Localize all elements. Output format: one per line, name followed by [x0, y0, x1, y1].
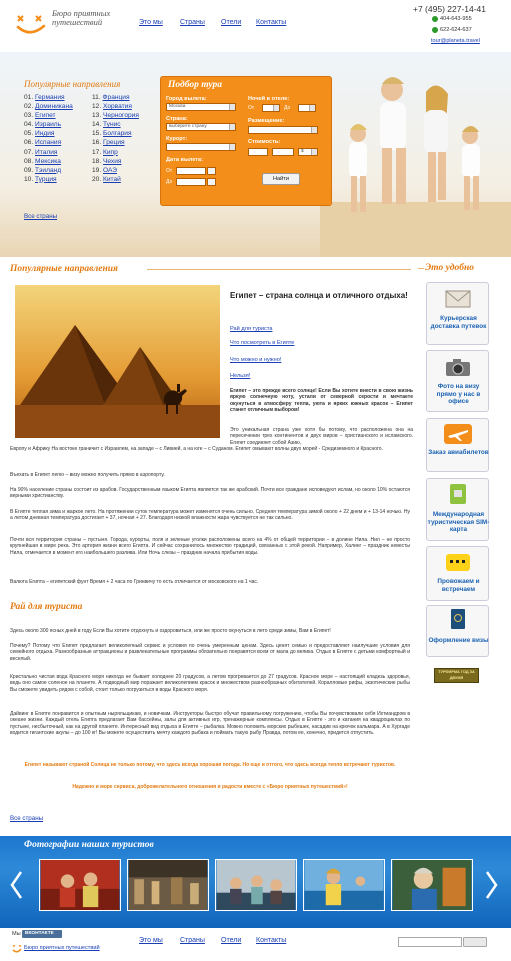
service-courier[interactable] — [426, 282, 489, 345]
country-number: 03. — [24, 112, 34, 120]
article-paragraph: На 90% население страны состоит из арабов. Государственным языком Египта является так же арабский. Почти все граждане исповедуют ислам, но около 10% остаются верными христианству. — [10, 487, 410, 500]
chevron-down-icon — [229, 124, 235, 130]
article-paragraph: Это уникальная страна уже хотя бы потому, что расположена она на пересечении трех континентов и двух миров – христианского и исламского. Египет соединяет собой Азию, — [230, 427, 413, 446]
country-item[interactable] — [24, 111, 73, 120]
tourist-photos-title: Фотографии наших туристов — [24, 840, 154, 850]
service-label: Международная туристическая SIM-карта — [427, 511, 490, 533]
article-paragraph: Здесь около 300 ясных дней в году Если Вы хотите отдохнуть и оздоровиться, или же просто окунуться в лето среди зимы, Вам в Египет! — [10, 628, 331, 634]
envelope-icon — [444, 289, 472, 309]
article-paragraph: Въехать в Египет легко – визу можно получить прямо в аэропорту. — [10, 472, 165, 478]
chevron-down-icon — [273, 105, 279, 111]
service-label: Заказ авиабилетов — [428, 449, 489, 456]
airplane-icon — [444, 424, 472, 444]
subsection-title: Рай для туриста — [10, 602, 83, 612]
chevron-down-icon — [311, 149, 317, 155]
service-sim-card[interactable] — [426, 478, 489, 541]
all-countries-link[interactable]: Все страны — [10, 815, 44, 822]
country-item[interactable] — [24, 102, 73, 111]
nights-to-select[interactable] — [298, 104, 316, 112]
logo-text[interactable]: Бюро приятных путешествий — [52, 8, 111, 27]
arrow-left-icon[interactable] — [9, 870, 23, 900]
country-number: 18. — [92, 157, 102, 165]
footer-nav-contacts[interactable]: Контакты — [256, 937, 287, 944]
article-link[interactable]: Что можно и нужно! — [230, 357, 282, 363]
nights-from-select[interactable] — [262, 104, 280, 112]
country-number: 15. — [92, 130, 102, 138]
nav-countries[interactable]: Страны — [180, 19, 205, 26]
tourist-photo[interactable] — [127, 859, 209, 911]
country-label: Страна: — [166, 116, 188, 122]
country-link[interactable]: Болгария — [103, 130, 132, 138]
taxi-icon — [444, 552, 472, 572]
article-link[interactable]: Нельзя! — [230, 373, 251, 379]
phone-secondary: 404-643-955 — [440, 16, 472, 22]
country-link[interactable]: Мексика — [35, 157, 61, 165]
country-item[interactable] — [92, 148, 139, 157]
article-title: Египет – страна солнца и отличного отдыха! — [230, 291, 408, 300]
service-visa[interactable] — [426, 605, 489, 657]
service-transfer[interactable] — [426, 546, 489, 601]
service-label: Фото на визу прямо у нас в офисе — [436, 383, 481, 405]
departure-city-label: Город вылета: — [166, 96, 207, 102]
tourist-photo[interactable] — [215, 859, 297, 911]
camera-icon — [444, 357, 472, 377]
country-link[interactable]: Чехия — [103, 157, 122, 165]
resort-label: Курорт: — [166, 136, 188, 142]
country-link[interactable]: Италия — [35, 148, 58, 156]
country-item[interactable] — [92, 93, 139, 102]
price-label: Стоимость: — [248, 139, 281, 145]
section-title: Популярные направления — [10, 264, 118, 274]
email-link[interactable]: tour@planeta.travel — [431, 38, 480, 44]
chevron-down-icon — [229, 144, 235, 150]
country-number: 01. — [24, 94, 34, 101]
tourist-photo[interactable] — [39, 859, 121, 911]
country-link[interactable]: Египет — [35, 112, 56, 120]
search-input[interactable] — [398, 937, 462, 947]
country-number: 05. — [24, 130, 34, 138]
tourist-photo[interactable] — [303, 859, 385, 911]
country-number: 13. — [92, 112, 102, 120]
tourist-photo[interactable] — [391, 859, 473, 911]
departure-date-label: Дата вылета: — [166, 157, 203, 163]
currency-select[interactable]: $ — [298, 148, 318, 156]
tour-search-title: Подбор тура — [168, 80, 222, 90]
chevron-down-icon — [311, 127, 317, 133]
social-label: Мы — [12, 931, 21, 937]
country-link[interactable]: Турция — [35, 175, 57, 183]
country-number: 11. — [92, 94, 101, 101]
country-link[interactable]: ОАЭ — [103, 166, 117, 174]
country-link[interactable]: Германия — [35, 94, 65, 101]
footer-nav-countries[interactable]: Страны — [180, 937, 205, 944]
footer-nav-about[interactable]: Это мы — [139, 937, 163, 944]
family-beach-photo — [320, 52, 511, 257]
country-link[interactable]: Кипр — [103, 148, 118, 156]
pyramids-photo — [15, 285, 220, 438]
country-link[interactable]: Тунис — [103, 121, 121, 129]
phone-main: +7 (495) 227-14-41 — [413, 4, 487, 14]
vkontakte-button[interactable]: ВКОНТАКТЕ — [22, 930, 62, 938]
sidebar-title: Это удобно — [425, 263, 474, 273]
nights-to-label: До — [284, 105, 291, 111]
country-number: 10. — [24, 175, 34, 183]
arrow-right-icon[interactable] — [485, 870, 499, 900]
country-number: 20. — [92, 175, 102, 183]
divider — [418, 268, 424, 269]
find-tour-button[interactable]: Найти — [262, 173, 300, 185]
country-item[interactable] — [92, 120, 139, 129]
article-lead: Египет – это прежде всего солнце! Если Вы хотите внести в свою жизнь яркую солнечную ноту, устали от северной серости и мечтаете окунуться в атмосферу тепла, уюта и ярких южных красок – Египет станет отличным выбором! — [230, 388, 413, 413]
article-paragraph: Почему? Потому что Египет предлагает великолепный сервис и условия по очень умеренным ценам. Здесь ценят семью и предоставляют наилучшие условия для семейного отдыха. Разнообразные аттракционы и развлекательные программы обязательно понравятся всем от мала до велика. Отдых в Египте с детьми комфортный и веселый. — [10, 643, 410, 662]
service-label: Курьерская доставка путевок — [430, 315, 487, 330]
footer-brand-link[interactable]: Бюро приятных путешествий — [24, 945, 100, 951]
chevron-down-icon — [309, 105, 315, 111]
date-from-label: От — [166, 168, 173, 174]
article-paragraph: Дайвинг в Египте понравится и опытным ныряльщикам, и новичкам. Инструкторы быстро обучат правильному погружению, чтобы Вы почувствовали себя Ихтиандром в океане жизни. Каждый отель Египта предлагает Вам бассейны, залы для активных игр, тренажерные комплексы. Отдых в Египте - это и катания на квадроциклах по пустыне, несбыточный, как на другой планете. Интересный вид отдыха в Египте – рыбалка. Можно половить морских рыбешек, насадив на крючок кальмара. А в Хургаде водится гигантские акулы – до 100 кг! Вы можете осуществить мечту каждого рыбака и поймать такую рыбу Правда, потом ее, конечно, придется отпустить. — [10, 711, 410, 736]
country-item[interactable] — [24, 93, 73, 102]
departure-city-select[interactable]: Москва — [166, 103, 236, 111]
article-paragraph: Почти вся территория страны – пустыня. Города, курорты, поля и зеленые уголки расположены всего на 4% от общей территории – в долине Нила. Нил – не просто крупнейшая в мире река. Это артерия жизни всего Египта. И сейчас сохранилось множество традиций, связанных с этой рекой. Например, Халинг – праздник невесты Нила, отмечается в момент его наибольшего разлива. Или Ночь слезы – праздник начала прибытия воды. — [10, 537, 410, 556]
service-label: Оформление визы — [428, 637, 489, 644]
country-link[interactable]: Испания — [35, 139, 62, 147]
country-number: 19. — [92, 166, 102, 174]
country-link[interactable]: Доминикана — [35, 103, 73, 111]
country-item[interactable] — [24, 129, 73, 138]
price-to-input[interactable] — [272, 148, 294, 156]
all-countries-link[interactable]: Все страны — [24, 213, 58, 220]
country-number: 06. — [24, 139, 34, 147]
country-item[interactable] — [24, 120, 73, 129]
article-paragraph: Кристально чистая вода Красного моря никогда не бывает холоднее 20 градусов, а летом прогревается до 27 градусов. Красное море – настоящий кладезь здоровья, ведь оно самое соленое на планете. А подводный мир поражает великолепием красок и множеством разнообразных обитателей. Коралловые рифы, экзотические рыбы Вы сможете увидеть рядом с собой, стоит только погрузиться в воды Красного моря. — [10, 674, 410, 693]
country-item[interactable] — [92, 138, 139, 147]
country-item[interactable] — [92, 129, 139, 138]
country-link[interactable]: Черногория — [103, 112, 139, 120]
nights-label: Ночей в отеле: — [248, 96, 290, 102]
country-number: 08. — [24, 157, 34, 165]
country-number: 09. — [24, 166, 34, 174]
country-number: 07. — [24, 148, 34, 156]
country-item[interactable] — [24, 175, 73, 184]
highlight-text: Египет называют страной Солнца не только потому, что здесь всегда хорошая погода. Но еще и оттого, что здесь всегда тепло встречают туристов. — [24, 762, 396, 768]
country-number: 04. — [24, 121, 34, 129]
award-badge[interactable]: ТУРФИРМА ГОД ЗА ДВУМЯ — [434, 668, 479, 683]
article-link[interactable]: Что посмотреть в Египте — [230, 340, 295, 346]
country-item[interactable] — [24, 148, 73, 157]
service-label: Провожаем и встречаем — [437, 578, 480, 593]
logo-icon[interactable] — [14, 10, 50, 38]
country-item[interactable] — [92, 157, 139, 166]
country-item[interactable] — [24, 166, 73, 175]
country-link[interactable]: Хорватия — [103, 103, 132, 111]
nav-hotels[interactable]: Отели — [221, 19, 242, 26]
country-item[interactable] — [24, 138, 73, 147]
country-list-left — [24, 93, 73, 184]
nav-contacts[interactable]: Контакты — [256, 19, 287, 26]
resort-select[interactable] — [166, 143, 236, 151]
highlight-text: Надежно и море сервиса, доброжелательного отношения и радости вместе с «Бюро приятных путешествий»! — [72, 784, 348, 790]
country-item[interactable] — [92, 175, 139, 184]
date-from-input[interactable] — [176, 167, 206, 175]
accommodation-select[interactable] — [248, 126, 318, 134]
country-item[interactable] — [92, 102, 139, 111]
article-paragraph: Европу и Африку На востоке граничит с Израилем, на западе – с Ливией, а на юге – с Суданом. Египет омывают волны двух морей - Средиземного и Красного. — [10, 446, 383, 452]
country-link[interactable]: Индия — [35, 130, 55, 138]
service-air-tickets[interactable] — [426, 418, 489, 472]
accommodation-label: Размещение: — [248, 118, 285, 124]
country-select[interactable]: выберите страну — [166, 123, 236, 131]
chevron-down-icon — [229, 104, 235, 110]
country-link[interactable]: Китай — [103, 175, 121, 183]
nav-about[interactable]: Это мы — [139, 19, 163, 26]
country-number: 12. — [92, 103, 102, 111]
phone-secondary: 622-624-637 — [440, 27, 472, 33]
country-number: 14. — [92, 121, 102, 129]
calendar-icon[interactable] — [207, 178, 216, 186]
divider — [147, 269, 411, 270]
passport-icon — [444, 609, 472, 629]
article-paragraph: Валюта Египта – египетский фунт Время + 2 часа по Гринвичу то есть отличается от московского на 1 час. — [10, 579, 259, 585]
country-item[interactable] — [92, 111, 139, 120]
date-to-input[interactable] — [176, 178, 206, 186]
date-to-label: До — [166, 179, 173, 185]
sim-card-icon — [444, 484, 472, 504]
country-link[interactable]: Тэиланд — [35, 166, 62, 174]
footer-nav-hotels[interactable]: Отели — [221, 937, 242, 944]
article-link[interactable]: Рай для туриста — [230, 326, 273, 332]
article-paragraph: В Египте теплая зима и жаркое лето. На протяжении суток температура может изменятся очень сильно. Средняя температура зимой около + 22 днем и + 13-14 ночью. Ну а летом дневная температура достигает + 37, ночная + 27. Благодаря низкой влажности жара чувствуется не так сильно. — [10, 509, 410, 522]
nights-from-label: От — [248, 105, 255, 111]
country-number: 16. — [92, 139, 102, 147]
country-item[interactable] — [24, 157, 73, 166]
country-list-right — [92, 93, 139, 184]
country-link[interactable]: Франция — [102, 94, 130, 101]
popular-directions-title: Популярные направления — [24, 79, 121, 89]
calendar-icon[interactable] — [207, 167, 216, 175]
search-button[interactable] — [463, 937, 487, 947]
country-number: 17. — [92, 148, 102, 156]
country-number: 02. — [24, 103, 34, 111]
country-link[interactable]: Израиль — [35, 121, 62, 129]
price-from-input[interactable] — [248, 148, 268, 156]
service-visa-photo[interactable] — [426, 350, 489, 412]
country-link[interactable]: Греция — [103, 139, 125, 147]
logo-icon[interactable] — [12, 944, 22, 954]
country-item[interactable] — [92, 166, 139, 175]
